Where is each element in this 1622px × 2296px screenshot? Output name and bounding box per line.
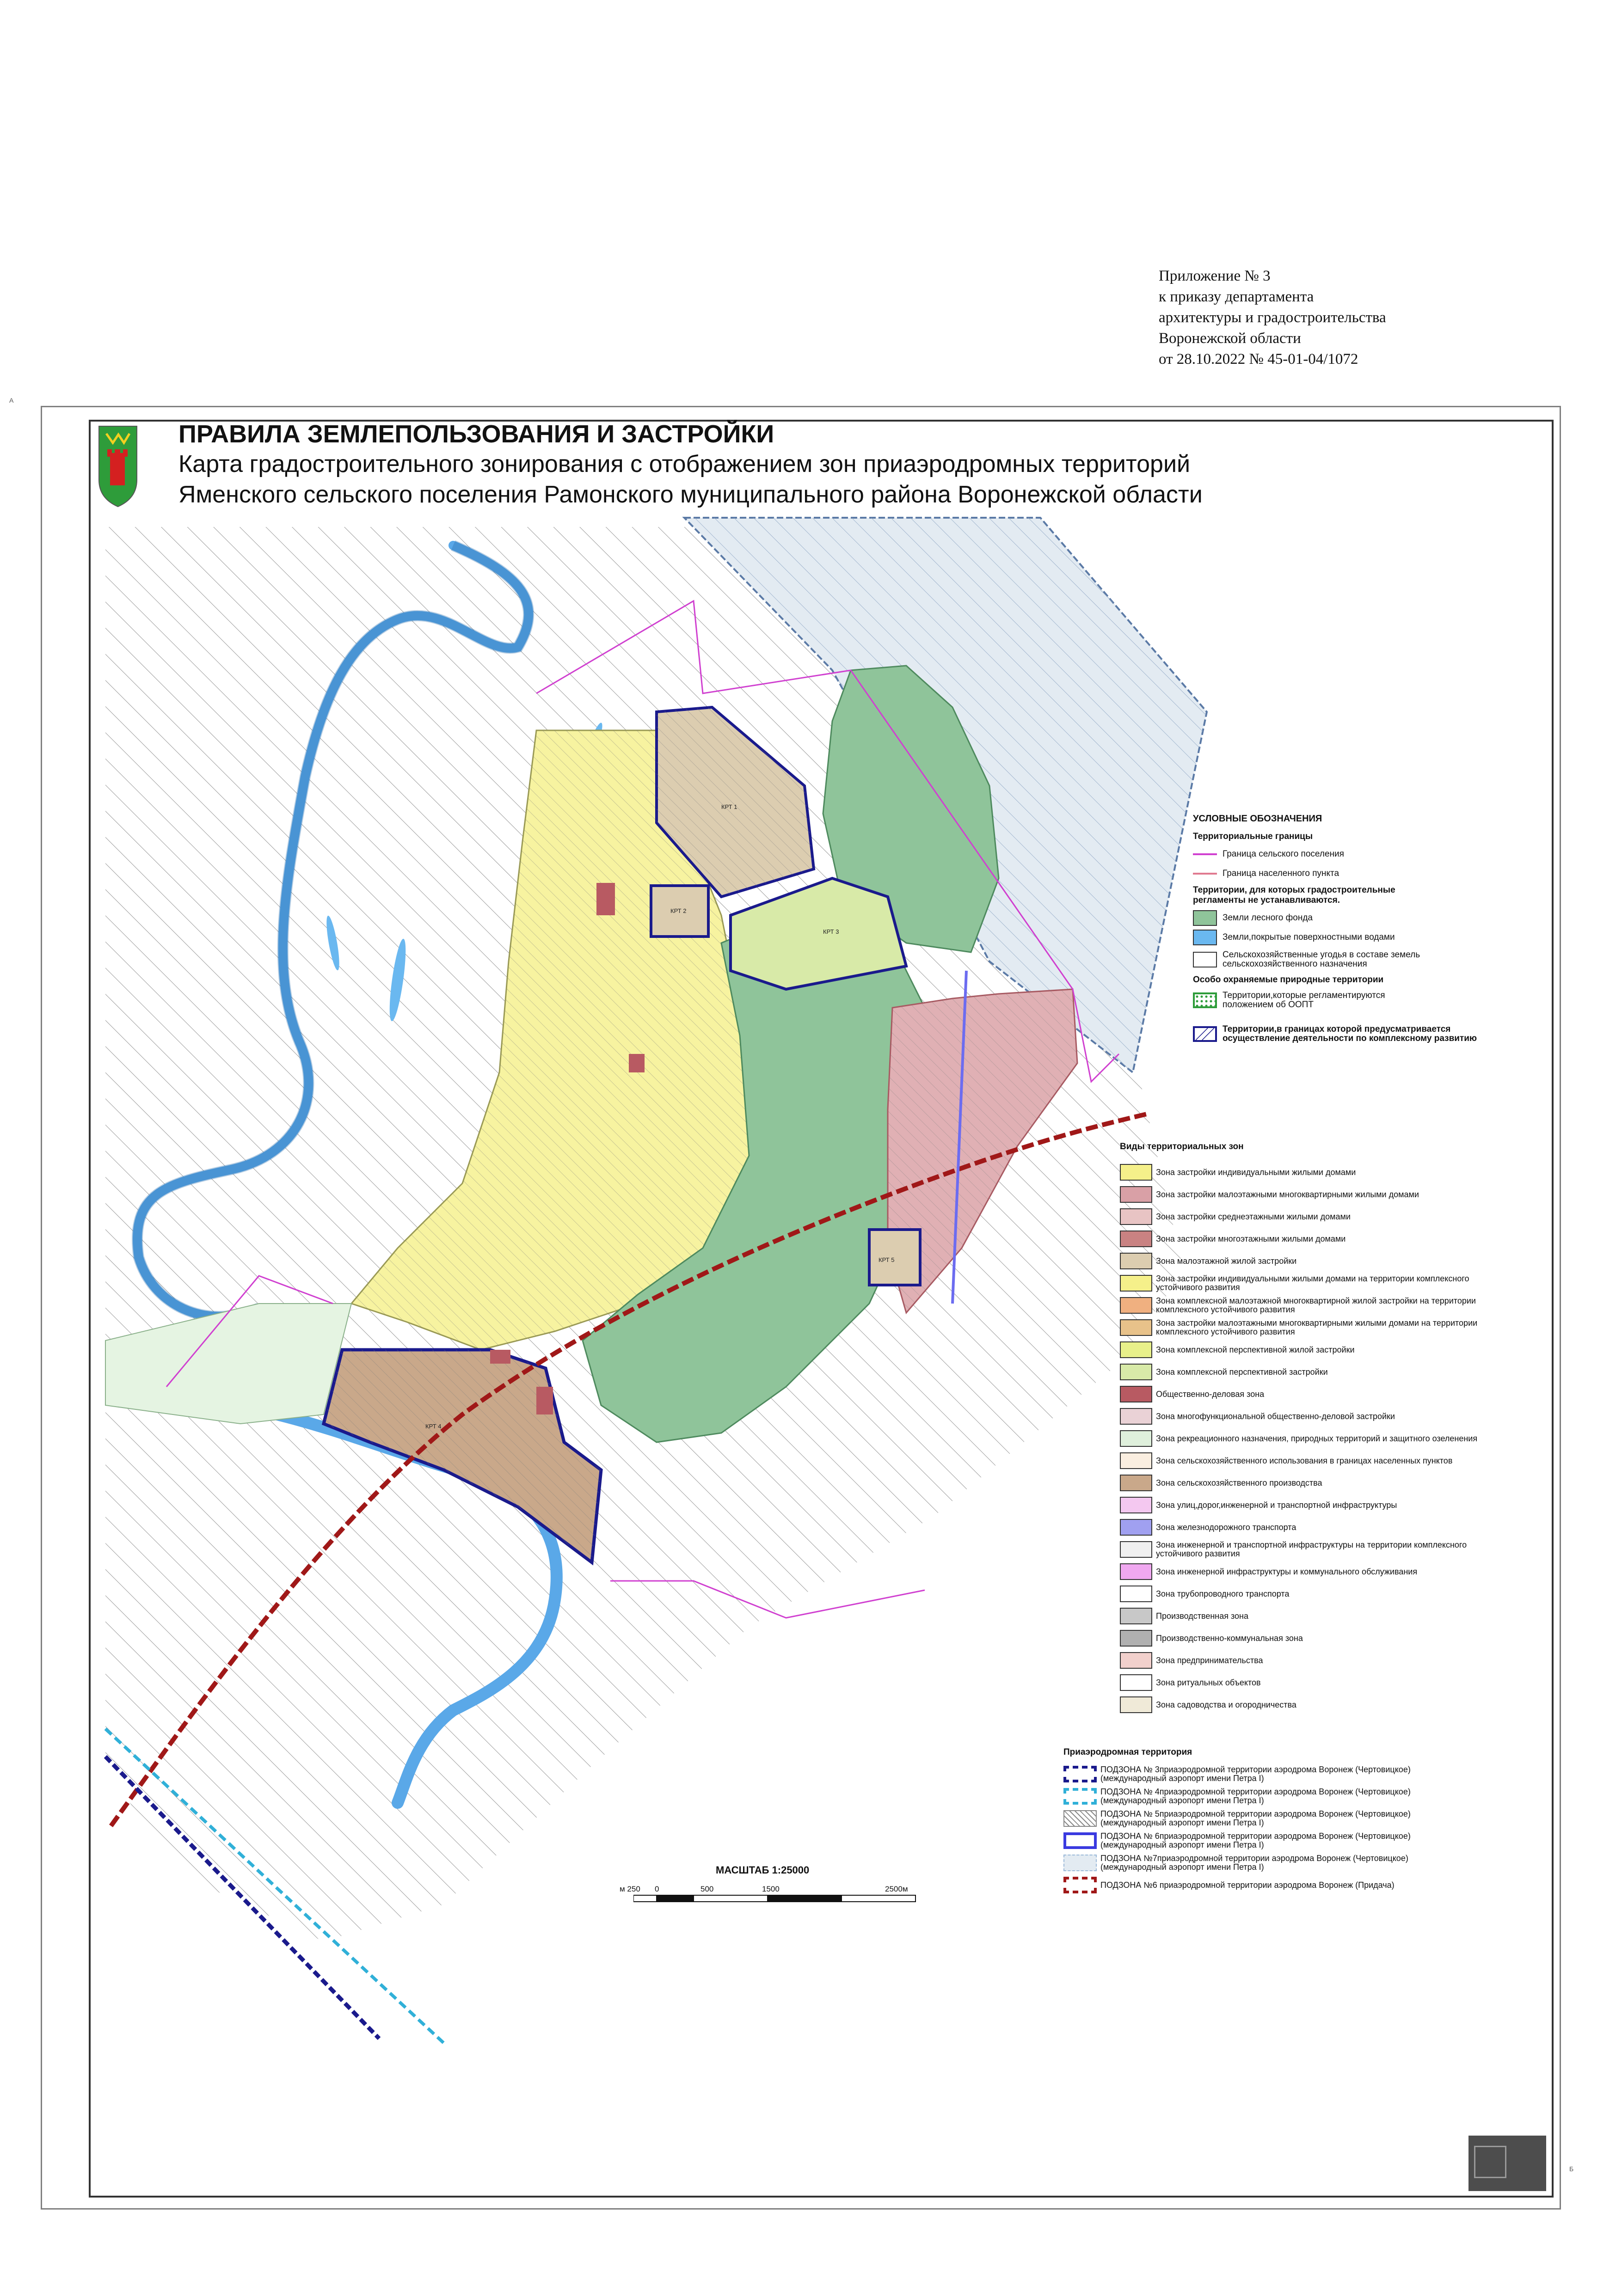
page-title: ПРАВИЛА ЗЕМЛЕПОЛЬЗОВАНИЯ И ЗАСТРОЙКИ [178, 420, 774, 448]
legend-label: Территории,в границах которой предусматривается осуществление деятельности по комплексному развитию [1223, 1024, 1477, 1043]
zone-label: Зона предпринимательства [1156, 1655, 1263, 1665]
zone-legend-item [1120, 1383, 1504, 1405]
zone-swatch [1120, 1519, 1152, 1536]
margin-mark: А [9, 397, 14, 404]
airport-legend-item [1063, 1807, 1443, 1830]
zone-swatch [1120, 1608, 1152, 1624]
krt5-label: КРТ 5 [879, 1256, 895, 1263]
zone-legend-item [1120, 1627, 1504, 1649]
zone-label: Зона комплексной перспективной застройки [1156, 1367, 1328, 1377]
zone-swatch [1120, 1319, 1152, 1336]
zone-legend-item [1120, 1494, 1504, 1516]
zone-legend-item [1120, 1649, 1504, 1671]
legend-label: Граница сельского поселения [1223, 849, 1344, 859]
legend-swatch [1193, 952, 1217, 967]
legend-swatch [1193, 930, 1217, 945]
legend-label: Земли,покрытые поверхностными водами [1223, 932, 1395, 942]
zone-label: Зона улиц,дорог,инженерной и транспортной инфраструктуры [1156, 1500, 1397, 1510]
legend [1193, 814, 1544, 1049]
zone-legend-item [1120, 1472, 1504, 1494]
zone-legend-item [1120, 1450, 1504, 1472]
page-subtitle: Яменского сельского поселения Рамонского муниципального района Воронежской области [178, 481, 1203, 508]
zone-label: Производственная зона [1156, 1611, 1249, 1621]
zone-swatch [1120, 1408, 1152, 1425]
zone-legend-item [1120, 1605, 1504, 1627]
krt3-label: КРТ 3 [823, 928, 839, 935]
legend-label: Земли лесного фонда [1223, 913, 1313, 923]
legend-section-heading: Территориальные границы [1193, 832, 1313, 841]
zone-legend-item [1120, 1361, 1504, 1383]
zone-label: Зона застройки среднеэтажными жилыми домами [1156, 1212, 1351, 1221]
airport-legend-item [1063, 1852, 1443, 1874]
legend-section-heading: Особо охраняемые природные территории [1193, 975, 1384, 985]
airport-swatch [1063, 1810, 1097, 1827]
zone-label: Зона малоэтажной жилой застройки [1156, 1256, 1297, 1266]
krt2-label: КРТ 2 [670, 907, 687, 914]
zone-swatch [1120, 1475, 1152, 1491]
zone-legend-item [1120, 1294, 1504, 1316]
zone-label: Зона инженерной инфраструктуры и коммунального обслуживания [1156, 1567, 1418, 1576]
zone-legend-item [1120, 1272, 1504, 1294]
zone-swatch [1120, 1541, 1152, 1558]
zone-legend-item [1120, 1405, 1504, 1427]
legend-item [1193, 928, 1544, 947]
zone-legend-item [1120, 1206, 1504, 1228]
airport-legend-item [1063, 1830, 1443, 1852]
zone-label: Зона сельскохозяйственного использования в границах населенных пунктов [1156, 1456, 1453, 1465]
margin-mark: Б [1569, 2165, 1574, 2173]
zone-label: Зона застройки многоэтажными жилыми домами [1156, 1234, 1346, 1243]
airport-label: ПОДЗОНА № 4приаэродромной территории аэродрома Воронеж (Чертовицкое) (международный аэропорт имени Петра I) [1100, 1787, 1411, 1805]
zone-label: Зона застройки малоэтажными многоквартирными жилыми домами [1156, 1189, 1419, 1199]
zone-label: Зона многофункциональной общественно-деловой застройки [1156, 1411, 1395, 1421]
scale-label: 1500 [762, 1885, 780, 1893]
zone-label: Зона трубопроводного транспорта [1156, 1589, 1290, 1598]
zone-swatch [1120, 1341, 1152, 1358]
scale-label: 500 [700, 1885, 714, 1893]
zone-swatch [1120, 1231, 1152, 1247]
airport-label: ПОДЗОНА № 5приаэродромной территории аэродрома Воронеж (Чертовицкое) (международный аэропорт имени Петра I) [1100, 1809, 1411, 1827]
airport-label: ПОДЗОНА №6 приаэродромной территории аэродрома Воронеж (Придача) [1100, 1880, 1395, 1890]
scale-label: м 250 [620, 1885, 640, 1893]
zones-legend [1120, 1142, 1504, 1716]
zone-legend-item [1120, 1671, 1504, 1694]
legend-swatch [1193, 992, 1217, 1008]
airport-legend-item [1063, 1874, 1443, 1896]
zone-legend-item [1120, 1316, 1504, 1339]
zones-heading: Виды территориальных зон [1120, 1142, 1244, 1151]
zone-swatch [1120, 1208, 1152, 1225]
appendix-line: от 28.10.2022 № 45-01-04/1072 [1159, 351, 1358, 367]
airport-label: ПОДЗОНА № 6приаэродромной территории аэродрома Воронеж (Чертовицкое) (международный аэропорт имени Петра I) [1100, 1831, 1411, 1849]
krt4-label: КРТ 4 [425, 1423, 442, 1430]
zone-legend-item [1120, 1516, 1504, 1538]
stamp-logo-icon [1474, 2146, 1506, 2178]
zone-legend-item [1120, 1583, 1504, 1605]
legend-swatch [1193, 1026, 1217, 1042]
zone-label: Общественно-деловая зона [1156, 1389, 1265, 1399]
airport-heading: Приаэродромная территория [1063, 1747, 1192, 1757]
zone-swatch [1120, 1364, 1152, 1380]
zone-legend-item [1120, 1339, 1504, 1361]
zone-legend-item [1120, 1694, 1504, 1716]
zone-legend-item [1120, 1250, 1504, 1272]
airport-swatch [1063, 1877, 1097, 1893]
zone-label: Зона застройки индивидуальными жилыми домами [1156, 1167, 1356, 1177]
designer-stamp [1468, 2136, 1546, 2191]
zone-swatch [1120, 1452, 1152, 1469]
krt1-label: КРТ 1 [721, 803, 737, 810]
page-subtitle: Карта градостроительного зонирования с отображением зон приаэродромных территорий [178, 451, 1191, 478]
legend-swatch [1193, 866, 1217, 882]
zone-label: Зона сельскохозяйственного производства [1156, 1478, 1322, 1488]
zone-swatch [1120, 1275, 1152, 1292]
zone-label: Зона застройки индивидуальными жилыми домами на территории комплексного устойчивого развития [1156, 1274, 1469, 1292]
zones-list [1120, 1161, 1504, 1716]
scale-label: 2500м [885, 1885, 908, 1893]
zone-swatch [1120, 1186, 1152, 1203]
legend-label: Территории,которые регламентируются положением об ООПТ [1223, 991, 1385, 1010]
zone-swatch [1120, 1430, 1152, 1447]
zone-swatch [1120, 1630, 1152, 1647]
airport-list [1063, 1763, 1443, 1896]
zone-swatch [1120, 1652, 1152, 1669]
zone-label: Зона ритуальных объектов [1156, 1678, 1261, 1687]
zone-swatch [1120, 1696, 1152, 1713]
appendix-note [1159, 266, 1482, 370]
legend-item [1193, 864, 1544, 883]
appendix-line: Воронежской области [1159, 330, 1301, 347]
airport-swatch [1063, 1855, 1097, 1871]
zone-label: Зона инженерной и транспортной инфраструктуры на территории комплексного устойчивого развития [1156, 1540, 1467, 1558]
appendix-line: архитектуры и градостроительства [1159, 309, 1386, 326]
scale-label: 0 [655, 1885, 659, 1893]
zone-label: Зона рекреационного назначения, природных территорий и защитного озеленения [1156, 1433, 1478, 1443]
legend-item [1193, 988, 1544, 1013]
legend-item [1193, 845, 1544, 864]
zone-legend-item [1120, 1538, 1504, 1561]
zone-label: Производственно-коммунальная зона [1156, 1633, 1303, 1643]
zone-label: Зона садоводства и огородничества [1156, 1700, 1296, 1709]
zone-legend-item [1120, 1183, 1504, 1206]
zone-label: Зона комплексной перспективной жилой застройки [1156, 1345, 1355, 1354]
appendix-line: Приложение № 3 [1159, 268, 1271, 284]
zone-swatch [1120, 1164, 1152, 1181]
legend-swatch [1193, 846, 1217, 862]
zone-legend-item [1120, 1228, 1504, 1250]
legend-section-heading: Территории, для которых градостроительные регламенты не устанавливаются. [1193, 885, 1395, 905]
legend-title: УСЛОВНЫЕ ОБОЗНАЧЕНИЯ [1193, 814, 1322, 824]
zone-legend-item [1120, 1427, 1504, 1450]
scale-bar [633, 1893, 920, 1907]
airport-label: ПОДЗОНА №7приаэродромной территории аэродрома Воронеж (Чертовицкое) (международный аэропорт имени Петра I) [1100, 1854, 1408, 1872]
airport-legend [1063, 1747, 1443, 1896]
zone-swatch [1120, 1297, 1152, 1314]
airport-swatch [1063, 1788, 1097, 1805]
zone-legend-item [1120, 1561, 1504, 1583]
legend-label: Граница населенного пункта [1223, 869, 1339, 878]
legend-item [1193, 947, 1544, 972]
zone-swatch [1120, 1586, 1152, 1602]
coat-of-arms-icon [97, 424, 139, 508]
zone-label: Зона железнодорожного транспорта [1156, 1522, 1296, 1532]
zone-swatch [1120, 1253, 1152, 1269]
zone-swatch [1120, 1674, 1152, 1691]
scale-title: МАСШТАБ 1:25000 [716, 1864, 810, 1876]
airport-label: ПОДЗОНА № 3приаэродромной территории аэродрома Воронеж (Чертовицкое) (международный аэропорт имени Петра I) [1100, 1765, 1411, 1783]
appendix-line: к приказу департамента [1159, 288, 1314, 305]
zone-swatch [1120, 1497, 1152, 1513]
airport-swatch [1063, 1832, 1097, 1849]
legend-label: Сельскохозяйственные угодья в составе земель сельскохозяйственного назначения [1223, 950, 1420, 969]
legend-swatch [1193, 910, 1217, 926]
legend-item [1193, 908, 1544, 928]
zone-swatch [1120, 1563, 1152, 1580]
airport-legend-item [1063, 1785, 1443, 1807]
airport-legend-item [1063, 1763, 1443, 1785]
legend-item [1193, 1019, 1544, 1049]
airport-swatch [1063, 1766, 1097, 1782]
zone-label: Зона застройки малоэтажными многоквартирными жилыми домами на территории комплексного устойчивого развития [1156, 1318, 1478, 1336]
zone-swatch [1120, 1386, 1152, 1402]
zone-legend-item [1120, 1161, 1504, 1183]
zone-label: Зона комплексной малоэтажной многоквартирной жилой застройки на территории комплексного устойчивого развития [1156, 1296, 1476, 1314]
